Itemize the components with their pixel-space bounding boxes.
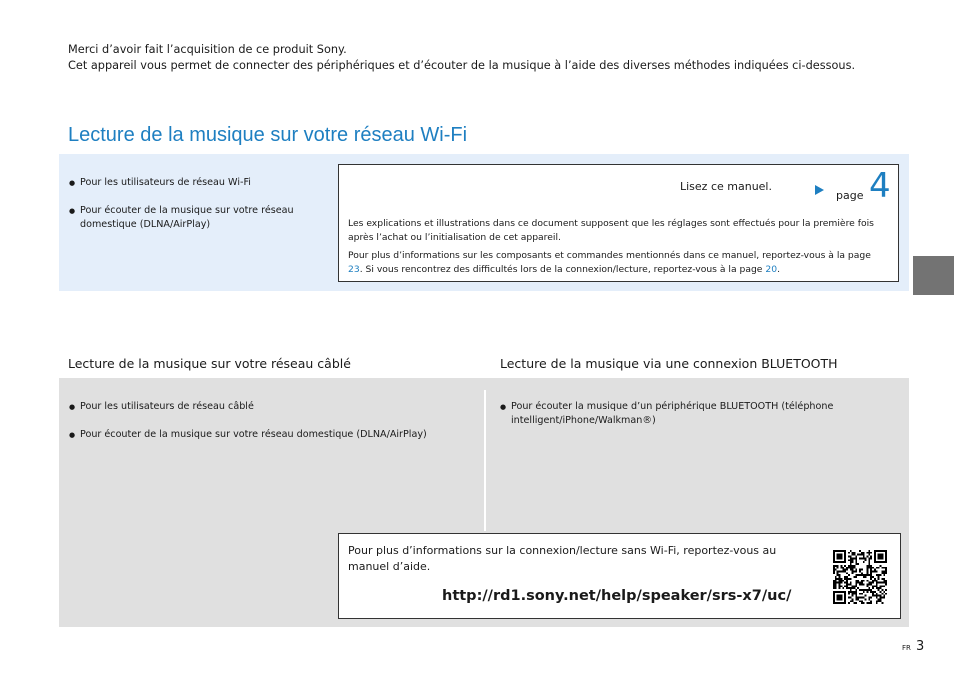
- note-text: .: [777, 264, 780, 275]
- list-item: ● Pour écouter de la musique sur votre réseau domestique (DLNA/AirPlay): [69, 428, 479, 442]
- page-label: page: [836, 189, 864, 202]
- qr-code-icon[interactable]: [833, 550, 887, 604]
- list-item: ● Pour écouter de la musique sur votre réseau domestique (DLNA/AirPlay): [69, 204, 324, 232]
- intro-line-1: Merci d’avoir fait l’acquisition de ce produit Sony.: [68, 43, 347, 56]
- intro-text: [68, 42, 908, 74]
- list-item: ● Pour écouter la musique d’un périphérique BLUETOOTH (téléphone intelligent/iPhone/Walkman®): [500, 400, 895, 428]
- bluetooth-section-title: Lecture de la musique via une connexion BLUETOOTH: [500, 356, 838, 371]
- help-guide-url[interactable]: http://rd1.sony.net/help/speaker/srs-x7/uc/: [442, 588, 792, 604]
- wifi-section-title: Lecture de la musique sur votre réseau Wi-Fi: [68, 124, 468, 146]
- play-arrow-icon: [815, 185, 824, 195]
- help-guide-box: [338, 533, 901, 619]
- wired-section-title: Lecture de la musique sur votre réseau câblé: [68, 356, 351, 371]
- note-text: Pour plus d’informations sur les composants et commandes mentionnés dans ce manuel, reportez-vous à la page: [348, 250, 871, 261]
- help-guide-text: Pour plus d’informations sur la connexion/lecture sans Wi-Fi, reportez-vous au manuel d’aide.: [348, 544, 777, 573]
- wifi-bullet-list: [69, 176, 324, 246]
- page-link-20[interactable]: 20: [765, 264, 778, 275]
- wired-bullet-list: [69, 400, 479, 456]
- intro-line-2: Cet appareil vous permet de connecter des périphériques et d’écouter de la musique à l’aide des diverses méthodes indiquées ci-dessous.: [68, 59, 856, 72]
- language-code: FR: [902, 644, 911, 652]
- manual-notes: [348, 217, 888, 281]
- page-footer: [902, 635, 924, 654]
- page-number-reference[interactable]: 4: [869, 166, 891, 206]
- note-text: . Si vous rencontrez des difficultés lors de la connexion/lecture, reportez-vous à la page: [359, 264, 766, 275]
- manual-note-1: Les explications et illustrations dans ce document supposent que les réglages sont effectués pour la première fois après l’achat ou l’initialisation de cet appareil.: [348, 218, 874, 243]
- column-divider: [484, 390, 486, 531]
- bluetooth-bullet-list: [500, 400, 895, 442]
- manual-note-2: [348, 249, 888, 277]
- page-link-23[interactable]: 23: [348, 264, 360, 275]
- list-item: ● Pour les utilisateurs de réseau câblé: [69, 400, 479, 414]
- page-number: 3: [915, 639, 925, 654]
- side-tab-marker: [913, 256, 954, 295]
- read-manual-label: Lisez ce manuel.: [680, 180, 772, 193]
- manual-reference-box: [338, 164, 899, 282]
- list-item: ● Pour les utilisateurs de réseau Wi-Fi: [69, 176, 324, 190]
